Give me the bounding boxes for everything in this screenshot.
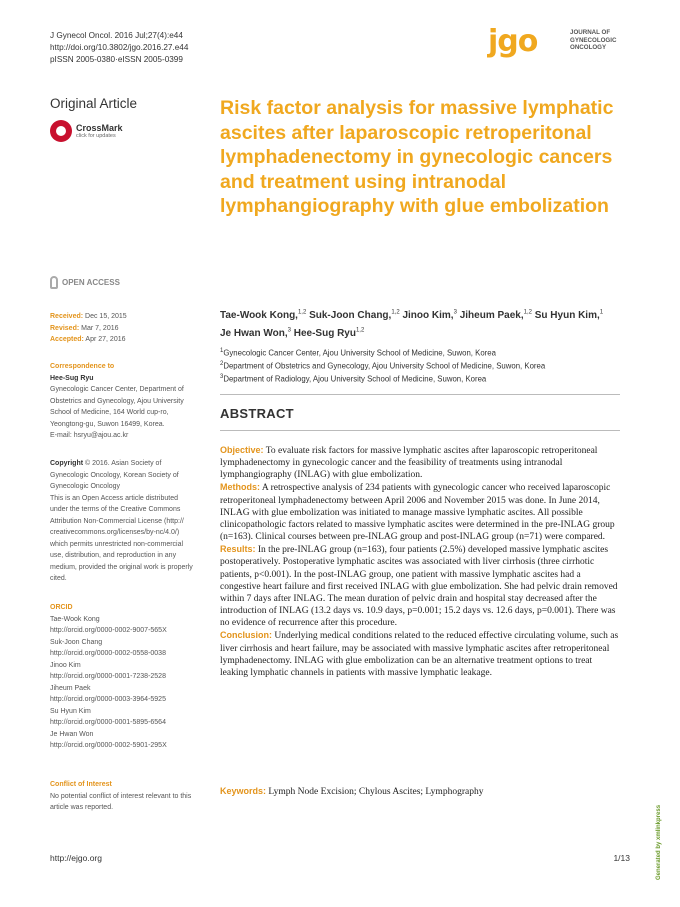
abstract-conclusion: Conclusion: Underlying medical conditions related to the reduced effective circulating volume, such as liver cirrhosis and heart failure, may be associated with massive lymphatic ascites after retroperitoneal lymphadenectomy. INLAG with glue embolization can be an alternative treatment options to treat leaking lymphatic channels in patients with massive lymphatic leakage. (220, 630, 619, 678)
author: Je Hwan Won,$^3$ (220, 327, 291, 339)
author: Suk-Joon Chang,$^{1,2}$ (309, 310, 400, 322)
crossmark-icon (50, 120, 72, 142)
article-dates: Received: Dec 15, 2015 Revised: Mar 7, 2016 Accepted: Apr 27, 2016 (50, 313, 127, 343)
received-date: Dec 15, 2015 (85, 313, 127, 320)
abstract-objective: Objective: To evaluate risk factors for massive lymphatic ascites after laparoscopic retroperitoneal lymphadenectomy in gynecologic cancer and the feasibility of treatments using intranodal lymphangiography (INLAG) with glue embolization. (220, 445, 598, 481)
conflict-of-interest: Conflict of Interest No potential conflict of interest relevant to this article was reported. (50, 781, 192, 811)
citation-line: J Gynecol Oncol. 2016 Jul;27(4):e44 (50, 31, 183, 40)
open-access-badge: OPEN ACCESS (50, 276, 120, 289)
doi-link[interactable]: http://doi.org/10.3802/jgo.2016.27.e44 (50, 43, 189, 52)
keywords: Keywords: Lymph Node Excision; Chylous Ascites; Lymphography (220, 786, 484, 797)
generator-credit: Generated by xmlinkpress (656, 804, 662, 880)
article-type: Original Article (50, 96, 138, 111)
author: Tae-Wook Kong,$^{1,2}$ (220, 310, 307, 322)
footer-url[interactable]: http://ejgo.org (50, 853, 102, 863)
journal-logo (488, 24, 628, 68)
orcid-heading: ORCID (50, 604, 73, 611)
affiliation: $^1$Gynecologic Cancer Center, Ajou University School of Medicine, Suwon, Korea (220, 348, 496, 358)
revised-date: Mar 7, 2016 (81, 324, 119, 332)
open-lock-icon (50, 276, 58, 289)
author: Jinoo Kim,$^3$ (402, 310, 457, 322)
issn-line: pISSN 2005-0380·eISSN 2005-0399 (50, 55, 183, 64)
orcid-list: ORCID Tae-Wook Kong http://orcid.org/0000-0002-9007-565X Suk-Joon Chang http://orcid.org/0000-0002-0558-0038 Jinoo Kim http://orcid.org/0000-0001-7238-2528 Jiheum Paek http://orcid.org/0000-0003-3964-5925 Su Hyun Kim http://orcid.org/0000-0001-5895-6564 Je Hwan Won http://orcid.org/0000-0002-5901-295X (50, 602, 210, 752)
author: Su Hyun Kim,$^1$ (534, 310, 604, 322)
author-list (220, 306, 640, 341)
copyright-notice: Copyright © 2016. Asian Society of Gynecologic Oncology, Korean Society of Gynecologic Oncology This is an Open Access article distributed under the terms of the Creative Commons Attribution Non-Commercial License (http:// creativecommons.org/licenses/by-nc/4.0/) which permits unrestricted non-commercial use, distribution, and reproduction in any medium, provided the original work is properly cited. (50, 460, 193, 582)
divider (220, 394, 620, 395)
crossmark-button[interactable] (50, 120, 123, 142)
author: Hee-Sug Ryu$^{1,2}$ (293, 327, 365, 339)
correspondence: Correspondence to Hee-Sug Ryu Gynecologic Cancer Center, Department of Obstetrics and Gynecology, Ajou University School of Medicine, 164 World cup-ro, Yeongtong-gu, Suwon 16499, Korea. E-mail: hsryu@ajou.ac.kr (50, 361, 210, 442)
abstract-results: Results: In the pre-INLAG group (n=163), four patients (2.5%) developed massive lymphatic ascites postoperatively. Postoperative lymphatic ascites was associated with liver cirrhosis (three cirrhotic patients, p<0.001). In the post-INLAG group, one patient with massive lymphatic ascites had a congestive heart failure and first received INLAG with glue embolization. She had pelvic drain removed within 7 days after INLAG. The mean duration of pelvic drain and hospital stay decreased after the introduction of INLAG (13.2 days vs. 10.9 days, p=0.001; 15.2 days vs. 12.6 days, p=0.001). There was no evidence of recurrence after this procedure. (220, 544, 618, 629)
crossmark-label: CrossMark (76, 122, 123, 133)
orcid-link[interactable]: http://orcid.org/0000-0002-9007-565X (50, 627, 167, 634)
article-title: Risk factor analysis for massive lymphatic ascites after laparoscopic retroperitonal lymphadenectomy in gynecologic cancers and treatment using intranodal lymphangiography with glue embolization (220, 97, 614, 217)
correspondence-name: Hee-Sug Ryu (50, 374, 94, 382)
affiliation: $^3$Department of Radiology, Ajou University School of Medicine, Suwon, Korea (220, 374, 487, 384)
abstract-heading: ABSTRACT (220, 406, 294, 421)
crossmark-sub: click for updates (76, 132, 116, 139)
orcid-link[interactable]: http://orcid.org/0000-0002-0558-0038 (50, 650, 166, 657)
jgo-logo-mark: jgo (488, 24, 538, 59)
author: Jiheum Paek,$^{1,2}$ (459, 310, 532, 322)
page-number: 1/13 (613, 853, 630, 863)
abstract-body (220, 444, 620, 679)
divider (220, 430, 620, 431)
correspondence-email[interactable]: E-mail: hsryu@ajou.ac.kr (50, 432, 129, 439)
accepted-date: Apr 27, 2016 (85, 336, 126, 343)
correspondence-heading: Correspondence to (50, 363, 115, 370)
abstract-methods: Methods: A retrospective analysis of 234 patients with gynecologic cancer who received laparoscopic retroperitoneal lymphadenectomy between April 2006 and November 2015 was done. In June 2014, INLAG with glue embolization was initiated to manage massive lymphatic ascites. All possible clinicopathologic factors related to massive lymphatic ascites were determined in the pre-INLAG group (n=163). Clinical courses between pre-INLAG group and post-INLAG group (n=71) were compared. (220, 482, 615, 543)
orcid-link[interactable]: http://orcid.org/0000-0003-3964-5925 (50, 696, 166, 703)
orcid-link[interactable]: http://orcid.org/0000-0002-5901-295X (50, 742, 167, 749)
affiliations (220, 346, 640, 385)
journal-header (50, 30, 188, 66)
affiliation: $^2$Department of Obstetrics and Gynecology, Ajou University School of Medicine, Suwon, Korea (220, 361, 546, 371)
orcid-link[interactable]: http://orcid.org/0000-0001-5895-6564 (50, 719, 166, 726)
journal-name: JOURNAL OF GYNECOLOGIC ONCOLOGY (570, 29, 617, 51)
orcid-link[interactable]: http://orcid.org/0000-0001-7238-2528 (50, 673, 166, 680)
